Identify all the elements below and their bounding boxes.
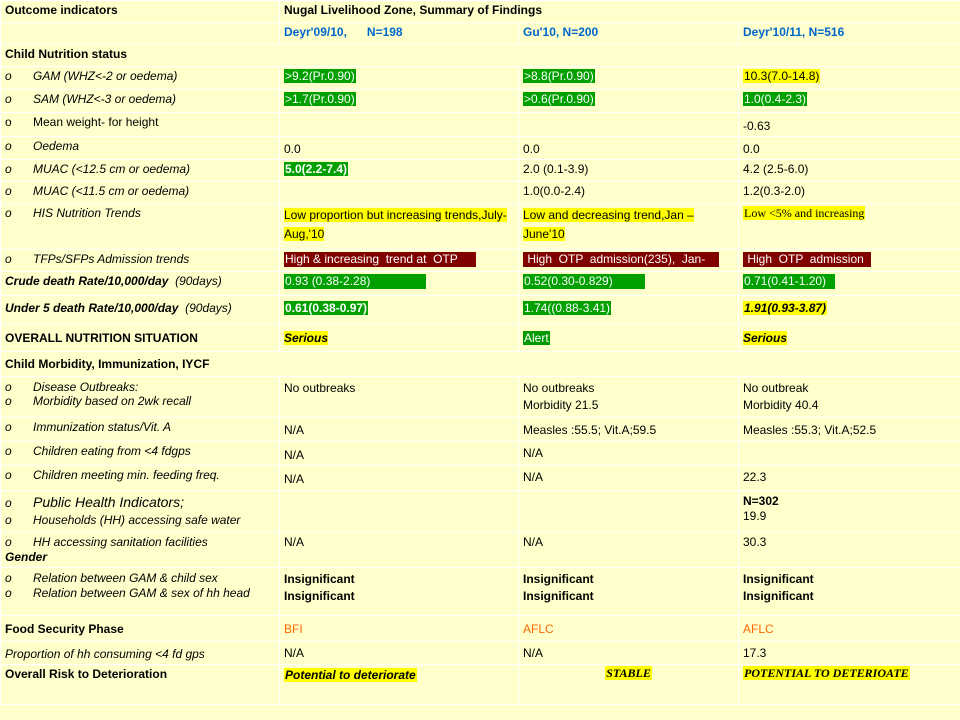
row-gam (1, 67, 960, 90)
row-sam (1, 90, 960, 113)
value-cell: -0.63 (739, 113, 960, 137)
value-cell: >0.6(Pr.0.90) (524, 92, 594, 106)
periods-blank (1, 23, 280, 45)
value-cell: 2.0 (0.1-3.9) (519, 160, 739, 182)
row-label: Under 5 death Rate/10,000/day (5, 301, 179, 315)
value-cell: 0.0 (739, 137, 960, 160)
bullet: o (5, 92, 12, 106)
bullet: o (5, 468, 12, 482)
value-cell: High OTP admission (743, 252, 871, 267)
bullet: o (5, 535, 12, 549)
row-label: GAM (WHZ<-2 or oedema) (33, 69, 178, 83)
value-cell: Serious (743, 331, 788, 345)
row-label: Morbidity based on 2wk recall (33, 394, 192, 408)
value-cell: N/A (280, 533, 519, 568)
value-cell: High & increasing trend at OTP (284, 252, 476, 267)
value-cell: Insignificant (743, 572, 814, 586)
row-hh-consuming (1, 642, 960, 665)
value-cell: Insignificant (284, 589, 355, 603)
value-cell: Morbidity 40.4 (743, 398, 819, 412)
bullet: o (5, 252, 12, 266)
row-sanitation (1, 533, 960, 568)
periods-row (1, 23, 960, 45)
bullet: o (5, 571, 12, 585)
bullet: o (5, 394, 12, 408)
row-overall-nutrition (1, 325, 960, 352)
value-cell: 1.74((0.88-3.41) (524, 301, 611, 315)
value-cell: >8.8(Pr.0.90) (524, 69, 594, 83)
value-cell: 30.3 (739, 533, 960, 568)
value-cell: 22.3 (739, 466, 960, 491)
section-child-nutrition (1, 45, 960, 67)
row-label: Relation between GAM & sex of hh head (33, 586, 250, 600)
value-cell: Insignificant (523, 572, 594, 586)
value-cell: N/A (280, 642, 519, 665)
section-title: Child Morbidity, Immunization, IYCF (1, 352, 960, 377)
row-label: Crude death Rate/10,000/day (5, 274, 169, 288)
row-mean-wfh (1, 113, 960, 137)
period-deyr-1011: Deyr'10/11, N=516 (739, 23, 960, 45)
row-label: Children meeting min. feeding freq. (33, 468, 220, 482)
row-label: SAM (WHZ<-3 or oedema) (33, 92, 177, 106)
row-muac-125 (1, 160, 960, 182)
bullet: o (5, 513, 12, 527)
bullet: o (5, 496, 12, 510)
row-label: Mean weight- for height (33, 115, 159, 129)
row-public-health (1, 491, 960, 533)
value-cell: AFLC (519, 616, 739, 642)
value-cell (280, 491, 519, 533)
value-cell: N/A (280, 442, 519, 466)
value-cell: Serious (284, 331, 329, 345)
value-cell: 0.61(0.38-0.97) (285, 301, 368, 315)
row-label: Households (HH) accessing safe water (33, 513, 241, 527)
value-cell: No outbreak (743, 381, 809, 395)
row-crude-death-rate (1, 272, 960, 296)
header-summary-title: Nugal Livelihood Zone, Summary of Findings (280, 1, 960, 23)
value-cell: POTENTIAL TO DETERIOATE (744, 666, 909, 680)
bullet: o (5, 420, 12, 434)
period-deyr-0910: Deyr'09/10, N=198 (280, 23, 519, 45)
value-cell: Insignificant (523, 589, 594, 603)
value-cell: Measles :55.5; Vit.A;59.5 (519, 418, 739, 442)
row-overall-risk (1, 665, 960, 705)
header-row (1, 1, 960, 23)
value-cell: N/A (280, 418, 519, 442)
value-cell: Insignificant (284, 572, 355, 586)
value-cell: Low and decreasing trend,Jan – June'10 (523, 208, 694, 241)
row-under5-death-rate (1, 296, 960, 325)
section-title: Overall Risk to Deterioration (1, 665, 280, 705)
value-cell: Morbidity 21.5 (523, 398, 599, 412)
section-title: OVERALL NUTRITION SITUATION (1, 325, 280, 352)
value-cell: 10.3(7.0-14.8) (744, 69, 820, 83)
row-label: TFPs/SFPs Admission trends (33, 252, 190, 266)
row-label: MUAC (<12.5 cm or oedema) (33, 162, 191, 176)
value-cell: 0.0 (519, 137, 739, 160)
period-gu-10: Gu'10, N=200 (519, 23, 739, 45)
row-label: Relation between GAM & child sex (33, 571, 218, 585)
value-cell: N=302 (743, 494, 779, 508)
row-label-note: (90days) (175, 274, 222, 288)
row-tfp-sfp (1, 250, 960, 272)
value-cell: N/A (519, 442, 739, 466)
row-label: Disease Outbreaks: (33, 380, 139, 394)
value-cell: Potential to deteriorate (285, 668, 416, 682)
value-cell: 0.93 (0.38-2.28) (284, 274, 426, 289)
row-label: Oedema (33, 139, 80, 153)
row-muac-115 (1, 182, 960, 204)
row-oedema (1, 137, 960, 160)
bullet: o (5, 184, 12, 198)
value-cell: 19.9 (743, 509, 767, 523)
value-cell: N/A (280, 466, 519, 491)
bullet: o (5, 380, 12, 394)
value-cell: Insignificant (743, 589, 814, 603)
bullet: o (5, 206, 12, 220)
value-cell (280, 182, 519, 204)
row-gender-relation (1, 568, 960, 616)
header-outcome-indicators: Outcome indicators (1, 1, 280, 23)
row-label: Proportion of hh consuming <4 fd gps (1, 642, 280, 665)
value-cell: 5.0(2.2-7.4) (285, 162, 348, 176)
value-cell: 1.2(0.3-2.0) (739, 182, 960, 204)
value-cell: Measles :55.3; Vit.A;52.5 (739, 418, 960, 442)
value-cell: STABLE (606, 666, 651, 680)
row-label: MUAC (<11.5 cm or oedema) (33, 184, 190, 198)
value-cell: 4.2 (2.5-6.0) (739, 160, 960, 182)
value-cell (739, 442, 960, 466)
row-label-note: (90days) (185, 301, 232, 315)
value-cell: 0.0 (280, 137, 519, 160)
row-label: Children eating from <4 fdgps (33, 444, 191, 458)
value-cell: No outbreaks (284, 381, 356, 395)
value-cell: No outbreaks (523, 381, 595, 395)
value-cell: High OTP admission(235), Jan- (523, 252, 719, 267)
value-cell: 0.52(0.30-0.829) (523, 274, 645, 289)
value-cell: Low proportion but increasing trends,July-Aug,'10 (284, 208, 507, 241)
value-cell (519, 491, 739, 533)
row-label: HH accessing sanitation facilities (33, 535, 208, 549)
row-label: Immunization status/Vit. A (33, 420, 172, 434)
row-immunization (1, 418, 960, 442)
row-feeding-frequency (1, 466, 960, 491)
value-cell (519, 113, 739, 137)
bullet: o (5, 444, 12, 458)
value-cell: N/A (519, 466, 739, 491)
section-title: Child Nutrition status (1, 45, 960, 67)
value-cell: AFLC (739, 616, 960, 642)
value-cell: 17.3 (739, 642, 960, 665)
row-children-eating (1, 442, 960, 466)
row-label: HIS Nutrition Trends (33, 206, 141, 220)
value-cell: 1.91(0.93-3.87) (744, 301, 827, 315)
bullet: o (5, 69, 12, 83)
section-title: Food Security Phase (1, 616, 280, 642)
row-food-security-phase (1, 616, 960, 642)
value-cell: 1.0(0.0-2.4) (519, 182, 739, 204)
row-disease-outbreaks (1, 377, 960, 418)
value-cell (280, 113, 519, 137)
bullet: o (5, 162, 12, 176)
bullet: o (5, 115, 12, 129)
value-cell: >9.2(Pr.0.90) (285, 69, 355, 83)
row-his-trends (1, 204, 960, 250)
section-morbidity (1, 352, 960, 377)
bullet: o (5, 139, 12, 153)
bullet: o (5, 586, 12, 600)
value-cell: 0.71(0.41-1.20) (743, 274, 835, 289)
value-cell: Low <5% and increasing (744, 206, 865, 220)
value-cell: N/A (519, 642, 739, 665)
value-cell: 1.0(0.4-2.3) (744, 92, 807, 106)
value-cell: BFI (280, 616, 519, 642)
value-cell: >1.7(Pr.0.90) (285, 92, 355, 106)
value-cell: Alert (524, 331, 549, 345)
row-label: Public Health Indicators; (33, 494, 184, 510)
value-cell: N/A (519, 533, 739, 568)
row-label: Gender (5, 550, 48, 564)
